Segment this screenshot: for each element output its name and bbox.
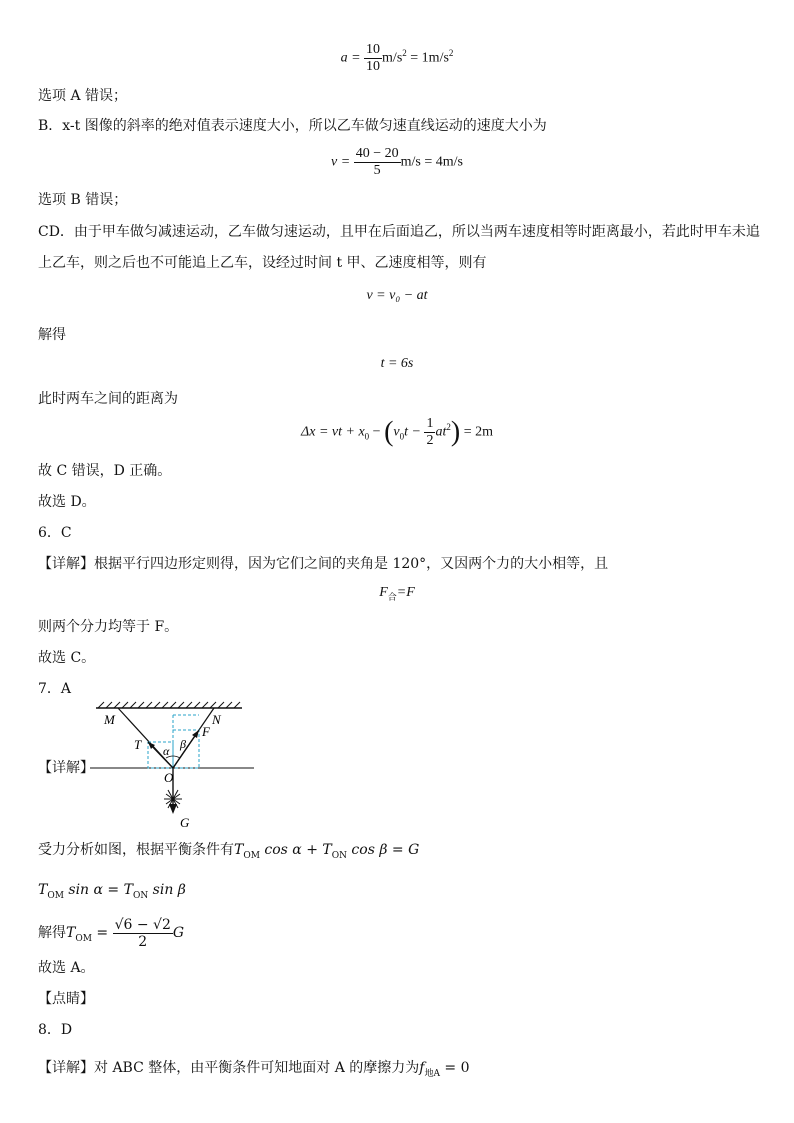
label-beta: β [180,737,186,751]
question-answer: 6．C [38,525,72,541]
paragraph: 故 C 错误，D 正确。 [38,463,172,479]
paragraph: 故选 D。 [38,494,96,510]
paragraph: 故选 C。 [38,650,96,666]
fraction: $\frac{10}{10}$ [366,42,381,74]
equation-force: $F_合=F$ [379,585,415,602]
equation-sin: $T_{OM}$ $\sin \alpha = T_{ON}$ sin β [38,882,186,901]
fraction: $\frac{√6 - √2}{2}$ [114,916,171,950]
label-G: G [180,815,190,830]
paragraph: 【详解】根据平行四边形定则得，因为它们之间的夹角是 120°，又因两个力的大小相等，且 [38,556,609,572]
paragraph: 则两个分力均等于 F。 [38,619,179,635]
equation-distance: Δx = vt + $x_0 - (v_0t$ − $\frac{1}{2}$ $at^2) = 2m$ [301,416,493,448]
label-O: O [164,770,174,785]
paragraph: 选项 A 错误； [38,88,128,104]
label-alpha: α [163,744,170,758]
paragraph: B．x-t 图像的斜率的绝对值表示速度大小，所以乙车做匀速直线运动的速度大小为 [38,118,547,134]
paragraph: 【点睛】 [38,991,94,1007]
paragraph: 选项 B 错误； [38,192,128,208]
fraction: $\frac{40 - 20}{5}$ [355,146,399,178]
question-answer: 7．A [38,681,72,697]
paragraph: 【详解】 [38,760,94,776]
paragraph: 【详解】对 ABC 整体，由平衡条件可知地面对 A 的摩擦力为$f_{地A} = 0$ [38,1060,470,1079]
paragraph: 上乙车，则之后也不可能追上乙车，设经过时间 t 甲、乙速度相等，则有 [38,255,487,271]
equation-velocity: v = $\frac{40 - 20}{5}$ m/s = 4m/s [331,146,463,178]
equation-acceleration: a = $\frac{10}{10}$ $m/s^2 = 1m/s^2$ [340,42,454,74]
question-answer: 8．D [38,1022,73,1038]
paragraph: 解得 [38,327,66,343]
label-F: F [202,724,210,739]
eq-lhs: a = [340,50,361,66]
paragraph: 受力分析如图，根据平衡条件有$T_{OM}$ $\cos \alpha + T_{ON}$ cos β = G [38,842,420,861]
fraction: $\frac{1}{2}$ [426,416,434,448]
label-N: N [212,712,221,727]
paragraph: 此时两车之间的距离为 [38,391,178,407]
equation-t: t = 6s [380,356,414,371]
force-diagram [90,700,270,832]
ceiling-hatch [98,702,240,708]
paragraph: 故选 A。 [38,960,95,976]
label-T: T [134,737,142,752]
paragraph: CD．由于甲车做匀减速运动，乙车做匀速运动，且甲在后面追乙，所以当两车速度相等时距离最小，若此时甲车未追 [38,224,760,240]
paragraph: 解得$T_{OM}$ = $\frac{√6 - √2}{2}$ G [38,916,185,950]
equation-v: v = v₀ − at [366,288,428,303]
label-M: M [104,712,115,727]
